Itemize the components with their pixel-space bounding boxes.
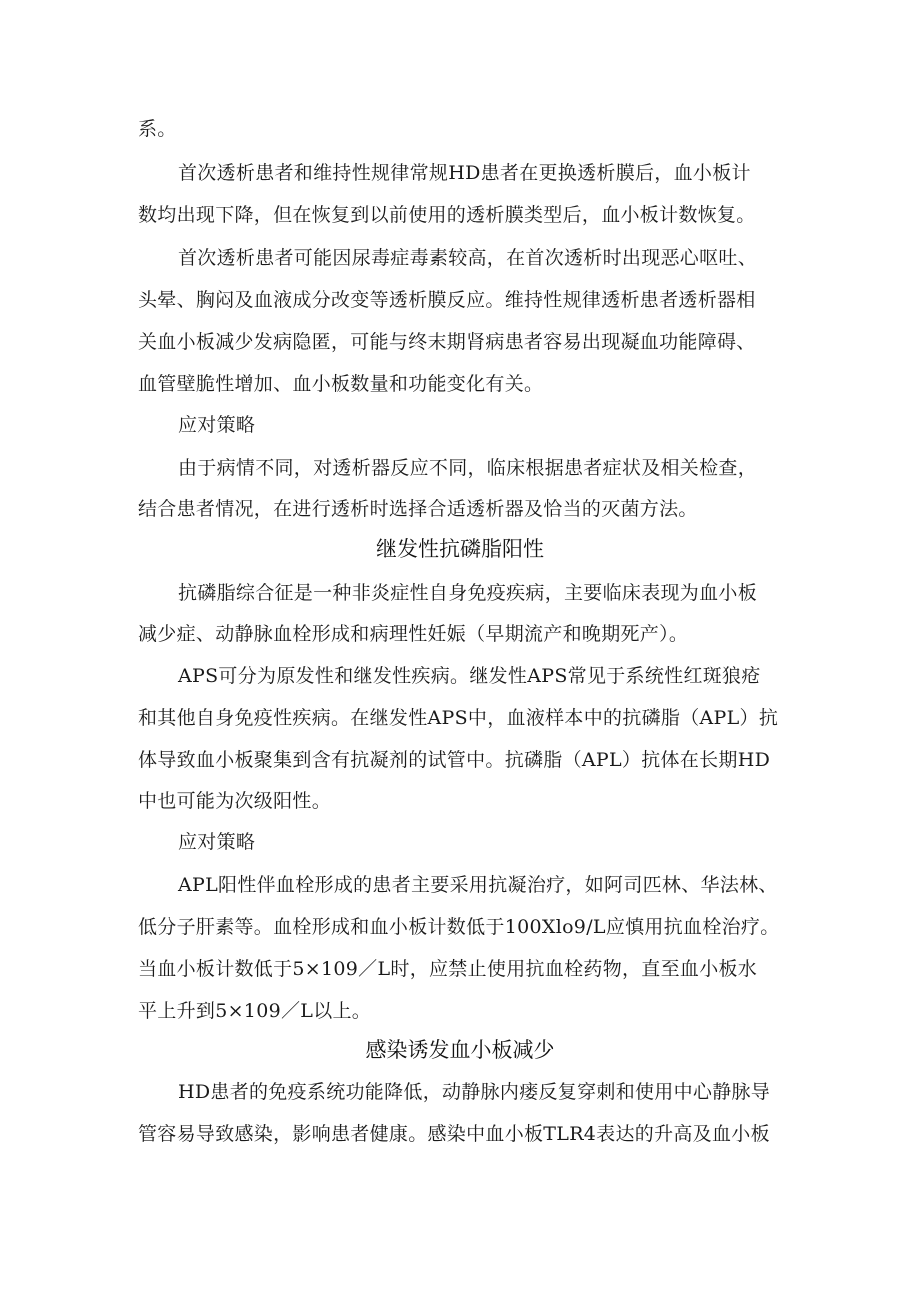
paragraph-line: 关血小板减少发病隐匿，可能与终末期肾病患者容易出现凝血功能障碍、 [138, 331, 756, 353]
paragraph-line: 当血小板计数低于5×109／L时，应禁止使用抗血栓药物，直至血小板水 [138, 958, 758, 980]
paragraph-line: APL阳性伴血栓形成的患者主要采用抗凝治疗，如阿司匹林、华法林、 [178, 874, 778, 896]
subheading-strategy: 应对策略 [178, 831, 256, 853]
paragraph-line: 减少症、动静脉血栓形成和病理性妊娠（早期流产和晚期死产）。 [138, 623, 689, 645]
paragraph-line: 和其他自身免疫性疾病。在继发性APS中，血液样本中的抗磷脂（APL）抗 [138, 707, 779, 729]
paragraph-line: 低分子肝素等。血栓形成和血小板计数低于100Xlo9/L应慎用抗血栓治疗。 [138, 916, 780, 938]
paragraph-line: 首次透析患者可能因尿毒症毒素较高，在首次透析时出现恶心呕吐、 [178, 247, 758, 269]
section-heading: 感染诱发血小板减少 [365, 1038, 555, 1062]
paragraph-line: 由于病情不同，对透析器反应不同，临床根据患者症状及相关检查， [178, 457, 758, 479]
section-heading: 继发性抗磷脂阳性 [376, 537, 544, 561]
paragraph-line: 管容易导致感染，影响患者健康。感染中血小板TLR4表达的升高及血小板 [138, 1123, 770, 1145]
paragraph-line: 首次透析患者和维持性规律常规HD患者在更换透析膜后，血小板计 [178, 162, 751, 184]
paragraph-line: APS可分为原发性和继发性疾病。继发性APS常见于系统性红斑狼疮 [178, 665, 761, 687]
paragraph-line: 抗磷脂综合征是一种非炎症性自身免疫疾病，主要临床表现为血小板 [178, 582, 758, 604]
paragraph-line: 中也可能为次级阳性。 [138, 790, 332, 812]
paragraph-line: 血管壁脆性增加、血小板数量和功能变化有关。 [138, 373, 544, 395]
paragraph-line: HD患者的免疫系统功能降低，动静脉内瘘反复穿刺和使用中心静脉导 [178, 1081, 771, 1103]
paragraph-line: 数均出现下降，但在恢复到以前使用的透析膜类型后，血小板计数恢复。 [138, 204, 756, 226]
paragraph-line: 头晕、胸闷及血液成分改变等透析膜反应。维持性规律透析患者透析器相 [138, 289, 756, 311]
subheading-strategy: 应对策略 [178, 414, 256, 436]
paragraph-line: 平上升到5×109／L以上。 [138, 1000, 372, 1022]
paragraph-line: 系。 [138, 118, 177, 140]
paragraph-line: 体导致血小板聚集到含有抗凝剂的试管中。抗磷脂（APL）抗体在长期HD [138, 749, 771, 771]
paragraph-line: 结合患者情况，在进行透析时选择合适透析器及恰当的灭菌方法。 [138, 498, 698, 520]
